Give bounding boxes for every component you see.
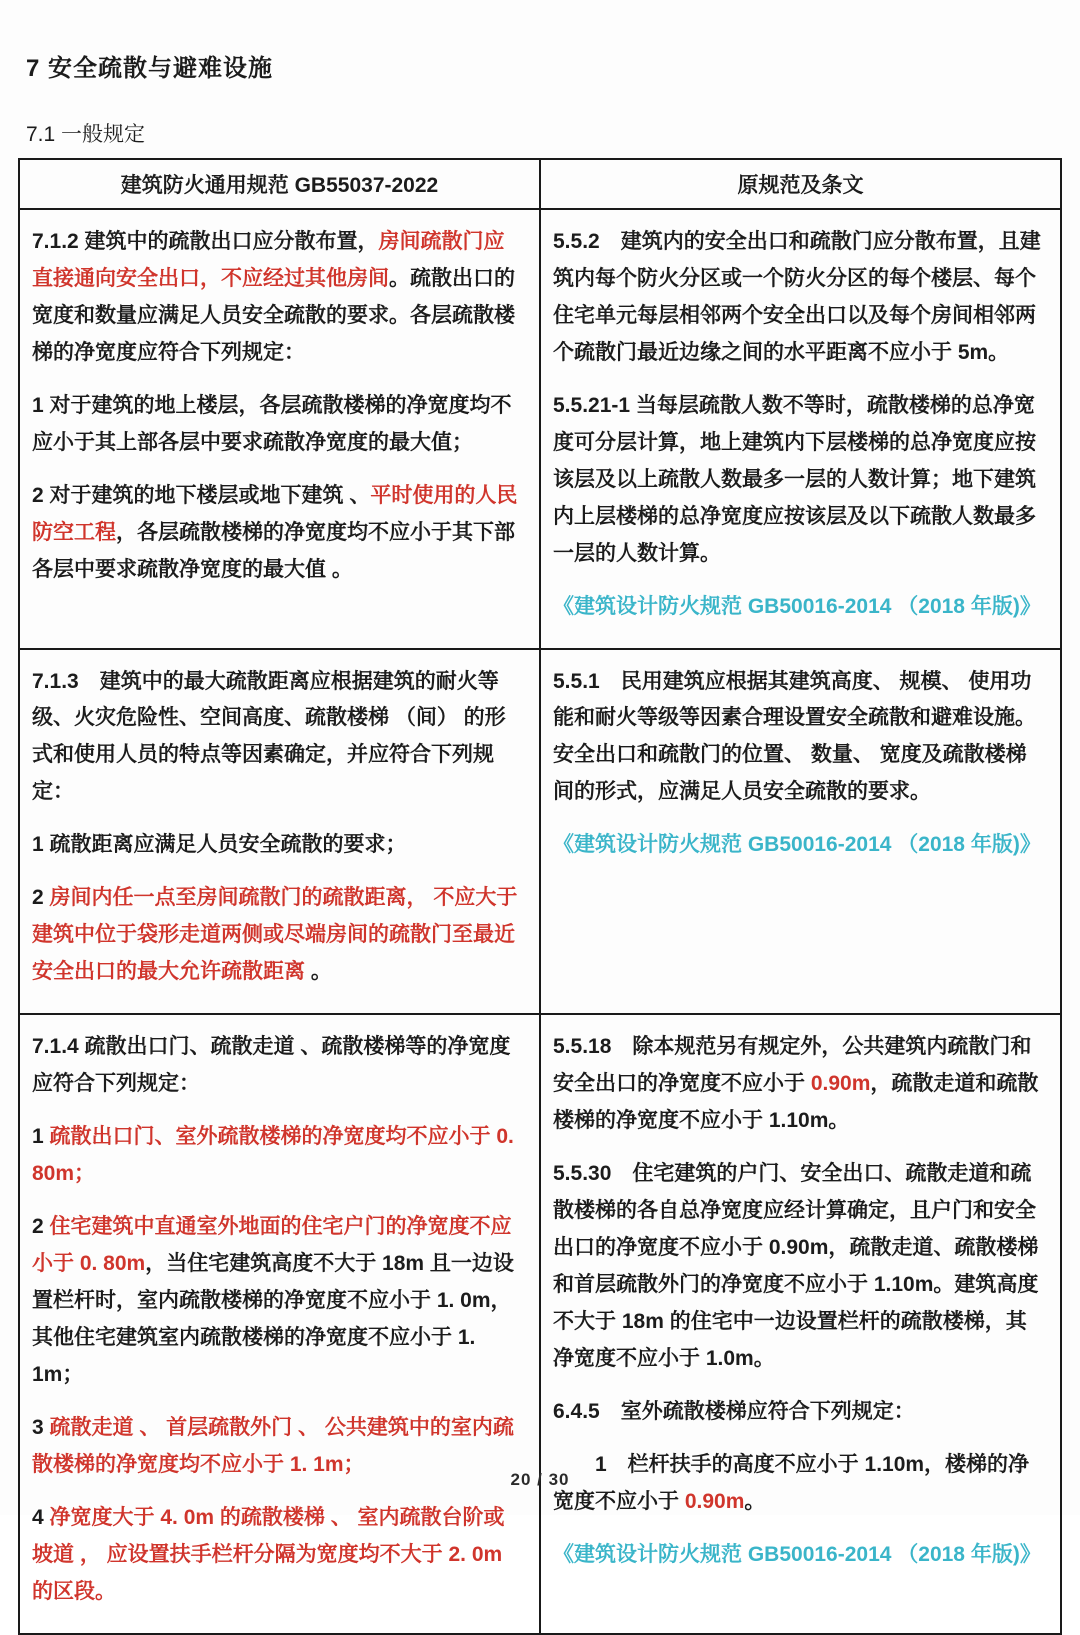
paragraph	[32, 664, 525, 812]
cell-row1-new-code	[19, 209, 540, 649]
paragraph	[553, 1029, 1046, 1140]
text-run-black: 。	[310, 960, 332, 984]
paragraph	[32, 880, 525, 991]
text-run-black: 1 对于建筑的地上楼层，各层疏散楼梯的净宽度均不应小于其上部各层中要求疏散净宽度的最大值；	[32, 393, 512, 454]
text-run-red: 疏散出口门、室外疏散楼梯的净宽度均不应小于 0. 80m；	[32, 1125, 514, 1186]
paragraph	[553, 589, 1046, 626]
text-run-black: 2 对于建筑的地下楼层或地下建筑 、	[32, 483, 371, 507]
text-run-black: 7.1.3 建筑中的最大疏散距离应根据建筑的耐火等级、火灾危险性、空间高度、疏散楼梯 （间） 的形式和使用人员的特点等因素确定，并应符合下列规定：	[32, 669, 506, 804]
paragraph	[553, 1156, 1046, 1378]
paragraph	[553, 224, 1046, 372]
paragraph	[553, 827, 1046, 864]
text-run-red: 房间内任一点至房间疏散门的疏散距离， 不应大于建筑中位于袋形走道两侧或尽端房间的疏散门至最近安全出口的最大允许疏散距离	[32, 886, 518, 984]
text-run-black: 5.5.21-1 当每层疏散人数不等时，疏散楼梯的总净宽度可分层计算，地上建筑内下层楼梯的总净宽度应按该层及以上疏散人数最多一层的人数计算；地下建筑内上层楼梯的总净宽度应按该层及以下疏散人数最多一层的人数计算。	[553, 393, 1036, 565]
text-run-black: ，各层疏散楼梯的净宽度均不应小于其下部各层中要求疏散净宽度的最大值 。	[32, 520, 515, 581]
paragraph	[553, 388, 1046, 573]
comparison-table	[18, 158, 1062, 1635]
cell-row1-old-code	[540, 209, 1061, 649]
table-header-old-code: 原规范及条文	[540, 159, 1061, 209]
paragraph	[32, 1119, 525, 1193]
section-subtitle: 7.1 一般规定	[26, 123, 146, 146]
text-run-teal: 《建筑设计防火规范 GB50016-2014 （2018 年版)》	[553, 833, 1041, 857]
page-number: 20 / 30	[510, 1470, 570, 1489]
paragraph	[553, 1537, 1046, 1574]
text-run-black: ，疏散走道和疏散楼梯的净宽度不应小于 1.10m。	[553, 1072, 1039, 1133]
text-run-black: 5.5.2 建筑内的安全出口和疏散门应分散布置，且建筑内每个防火分区或一个防火分区的每个楼层、每个住宅单元每层相邻两个安全出口以及每个房间相邻两个疏散门最近边缘之间的水平距离不应小于 5m。	[553, 230, 1041, 364]
text-run-black: 4	[32, 1505, 50, 1529]
text-run-black: 7.1.2 建筑中的疏散出口应分散布置，	[32, 230, 379, 253]
text-run-red: 净宽度大于 4. 0m 的疏散楼梯 、 室内疏散台阶或坡道 ， 应设置扶手栏杆分隔为宽度均不大于 2. 0m 的区段。	[32, 1505, 505, 1603]
paragraph	[32, 1029, 525, 1103]
text-run-black: 5.5.30 住宅建筑的户门、安全出口、疏散走道和疏散楼梯的各自总净宽度应经计算确定，且户门和安全出口的净宽度不应小于 0.90m，疏散走道、疏散楼梯和首层疏散外门的净宽度不应小于 1.10m。建筑高度不大于 18m 的住宅中一边设置栏杆的疏散楼梯，其净宽度不应小于 1.0m。	[553, 1162, 1039, 1370]
table-header-row	[19, 159, 1061, 209]
text-run-teal: 《建筑设计防火规范 GB50016-2014 （2018 年版)》	[553, 594, 1041, 618]
cell-row3-old-code	[540, 1014, 1061, 1633]
text-run-black: 7.1.4 疏散出口门、疏散走道 、疏散楼梯等的净宽度应符合下列规定：	[32, 1035, 511, 1096]
text-run-black: 2	[32, 1214, 50, 1238]
text-run-red: 疏散走道 、 首层疏散外门 、 公共建筑中的室内疏散楼梯的净宽度均不应小于 1. 1m；	[32, 1415, 514, 1476]
paragraph	[32, 224, 525, 372]
cell-row2-old-code	[540, 649, 1061, 1015]
text-run-red: 平时使用的人民防空工程	[32, 483, 518, 544]
cell-row2-new-code	[19, 649, 540, 1015]
page-title: 7 安全疏散与避难设施	[26, 55, 274, 82]
text-run-black: 2	[32, 886, 50, 910]
text-run-black: 6.4.5 室外疏散楼梯应符合下列规定：	[553, 1399, 915, 1423]
text-run-red: 0.90m	[810, 1072, 871, 1096]
table-row	[19, 649, 1061, 1015]
text-run-red: 房间疏散门应直接通向安全出口，不应经过其他房间	[32, 230, 505, 290]
text-run-black: 1	[32, 1125, 50, 1149]
paragraph	[553, 664, 1046, 812]
text-run-teal: 《建筑设计防火规范 GB50016-2014 （2018 年版)》	[553, 1542, 1041, 1566]
paragraph	[553, 1394, 1046, 1431]
cell-row3-new-code	[19, 1014, 540, 1633]
paragraph	[32, 478, 525, 589]
text-run-black: 3	[32, 1415, 50, 1439]
table-row	[19, 209, 1061, 649]
paragraph	[32, 388, 525, 462]
text-run-black: 。	[744, 1489, 766, 1513]
paragraph	[32, 1500, 525, 1611]
text-run-black: ，当住宅建筑高度不大于 18m 且一边设置栏杆时，室内疏散楼梯的净宽度不应小于 1. 0m，其他住宅建筑室内疏散楼梯的净宽度不应小于 1. 1m；	[32, 1251, 514, 1386]
paragraph	[32, 827, 525, 864]
table-row	[19, 1014, 1061, 1633]
table-header-new-code: 建筑防火通用规范 GB55037-2022	[19, 159, 540, 209]
paragraph	[32, 1209, 525, 1394]
text-run-black: 1 栏杆扶手的高度不应小于 1.10m，楼梯的净宽度不应小于	[553, 1452, 1030, 1513]
text-run-black: 5.5.18 除本规范另有规定外，公共建筑内疏散门和安全出口的净宽度不应小于	[553, 1035, 1032, 1096]
text-run-red: 0.90m	[684, 1489, 745, 1513]
text-run-red: 住宅建筑中直通室外地面的住宅户门的净宽度不应小于 0. 80m	[32, 1214, 512, 1275]
text-run-black: 5.5.1 民用建筑应根据其建筑高度、 规模、 使用功能和耐火等级等因素合理设置安全疏散和避难设施。安全出口和疏散门的位置、 数量、 宽度及疏散楼梯间的形式，应满足人员安全疏散的要求。	[553, 669, 1036, 804]
text-run-black: 1 疏散距离应满足人员安全疏散的要求；	[32, 833, 407, 857]
text-run-black: 。疏散出口的宽度和数量应满足人员安全疏散的要求。各层疏散楼梯的净宽度应符合下列规定：	[32, 266, 515, 364]
